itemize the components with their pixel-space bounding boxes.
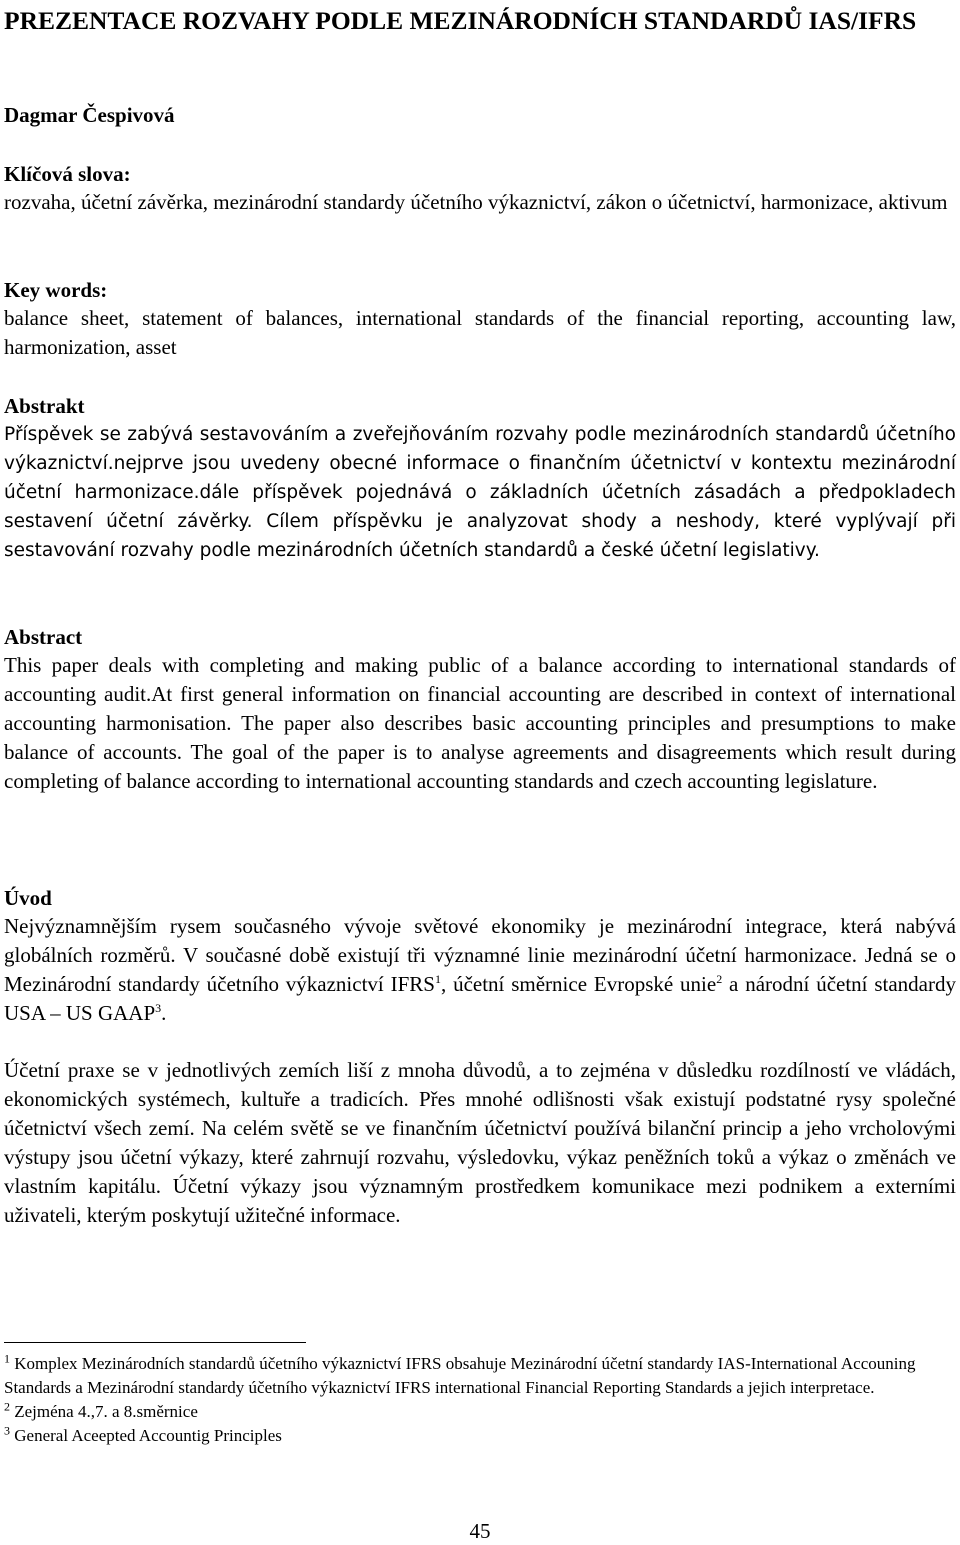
uvod-p1-part-b: , účetní směrnice Evropské unie — [440, 972, 717, 996]
keywords-cz-section — [4, 160, 956, 217]
abstract-section — [4, 623, 956, 796]
uvod-paragraph-2-block — [4, 1056, 956, 1230]
footnote-mark-2: 2 — [4, 1399, 10, 1414]
footnote-2 — [4, 1400, 956, 1424]
footnote-ref-2: 2 — [716, 972, 723, 986]
footnote-mark-1: 1 — [4, 1351, 10, 1366]
abstrakt-section — [4, 392, 956, 565]
keywords-cz-heading: Klíčová slova: — [4, 162, 131, 186]
uvod-paragraph-1 — [4, 912, 956, 1028]
keywords-en-heading: Key words: — [4, 278, 108, 302]
uvod-p1-part-c: a národní účetní standardy USA – US GAAP — [4, 972, 956, 1025]
footnote-ref-1: 1 — [434, 972, 441, 986]
uvod-section — [4, 884, 956, 1028]
paper-title: PREZENTACE ROZVAHY PODLE MEZINÁRODNÍCH STANDARDŮ IAS/IFRS — [4, 6, 917, 35]
footnote-text-2: Zejména 4.,7. a 8.směrnice — [10, 1402, 198, 1421]
keywords-en-section — [4, 276, 956, 362]
uvod-p1-part-d: . — [161, 1001, 167, 1025]
uvod-paragraph-2: Účetní praxe se v jednotlivých zemích liší z mnoha důvodů, a to zejména v důsledku rozdílností ve vládách, ekonomických systémech, kultuře a tradicích. Přes mnohé odlišnosti však existují podstatné rysy společné účetnictví všech zemí. Na celém světě se ve finančním účetnictví používá bilanční princip a jeho vrcholovými výstupy jsou účetní výkazy, které zahrnují rozvahu, výsledovku, výkaz peněžních toků a výkaz o změnách ve vlastním kapitálu. Účetní výkazy jsou významným prostředkem komunikace mezi podnikem a externími uživateli, kterým poskytují užitečné informace. — [4, 1058, 956, 1227]
keywords-cz-text: rozvaha, účetní závěrka, mezinárodní standardy účetního výkaznictví, zákon o účetnictví, harmonizace, aktivum — [4, 190, 948, 214]
abstrakt-text: Příspěvek se zabývá sestavováním a zveřejňováním rozvahy podle mezinárodních standardů účetního výkaznictví.nejprve jsou uvedeny obecné informace o finančním účetnictví v kontextu mezinárodní účetní harmonizace.dále příspěvek pojednává o základních účetních zásadách a předpokladech sestavení účetní závěrky. Cílem příspěvku je analyzovat shody a neshody, které vyplývají při sestavování rozvahy podle mezinárodních účetních standardů a české účetní legislativy. — [4, 424, 956, 561]
footnote-mark-3: 3 — [4, 1423, 10, 1438]
footnotes — [4, 1352, 956, 1448]
uvod-heading: Úvod — [4, 886, 52, 910]
uvod-p1-part-a: Nejvýznamnějším rysem současného vývoje světové ekonomiky je mezinárodní integrace, která nabývá globálních rozměrů. V současné době existují tři významné linie mezinárodní účetní harmonizace. Jedná se o Mezinárodní standardy účetního výkaznictví IFRS — [4, 914, 956, 996]
footnote-text-1: Komplex Mezinárodních standardů účetního výkaznictví IFRS obsahuje Mezinárodní účetní standardy IAS-International Accouning Standards a Mezinárodní standardy účetního výkaznictví IFRS international Financial Reporting Standards a jejich interpretace. — [4, 1354, 916, 1397]
footnote-text-3: General Aceepted Accountig Principles — [10, 1426, 282, 1445]
footnote-1 — [4, 1352, 956, 1400]
author-name: Dagmar Čespivová — [4, 103, 175, 127]
page-number: 45 — [469, 1519, 491, 1543]
footnote-3 — [4, 1424, 956, 1448]
footnote-ref-3: 3 — [155, 1001, 162, 1015]
abstrakt-heading: Abstrakt — [4, 394, 85, 418]
abstract-text: This paper deals with completing and making public of a balance according to international standards of accounting audit.At first general information on financial accounting are described in context of international accounting harmonisation. The paper also describes basic accounting principles and presumptions to make balance of accounts. The goal of the paper is to analyse agreements and disagreements which result during completing of balance according to international accounting standards and czech accounting legislature. — [4, 653, 956, 793]
keywords-en-text: balance sheet, statement of balances, international standards of the financial reporting, accounting law, harmonization, asset — [4, 306, 956, 359]
abstract-heading: Abstract — [4, 625, 83, 649]
footnote-separator — [4, 1342, 306, 1343]
